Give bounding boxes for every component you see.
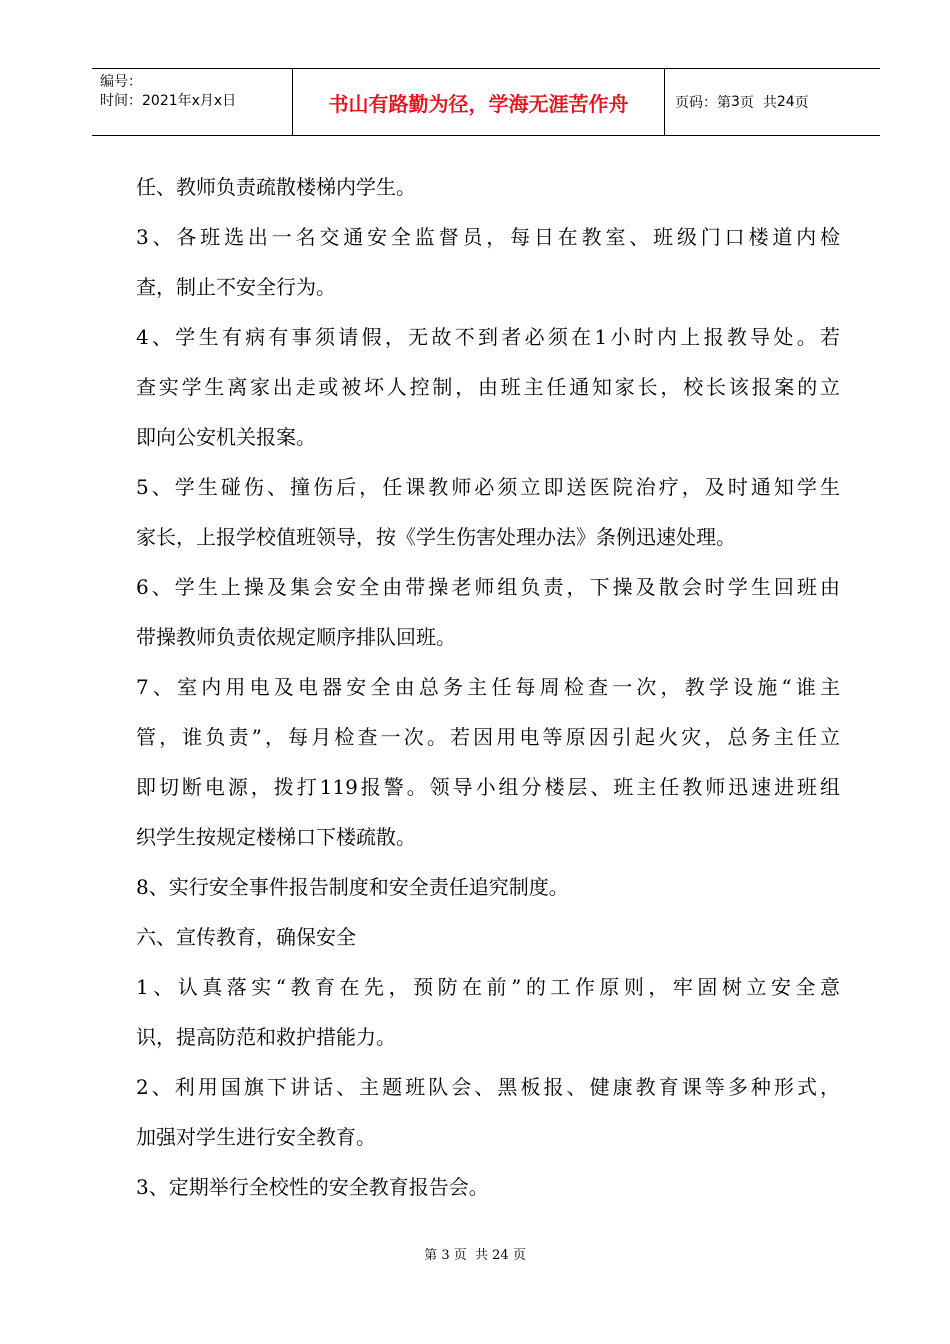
page-header — [92, 68, 880, 136]
header-page-total: 24 — [776, 94, 795, 110]
footer-prefix: 第 — [424, 1248, 438, 1263]
body-line: 任、教师负责疏散楼梯内学生。 — [136, 175, 416, 199]
footer-page-number: 3 — [441, 1248, 450, 1263]
body-line: 8、实行安全事件报告制度和安全责任追究制度。 — [136, 875, 569, 899]
body-line: 查，制止不安全行为。 — [136, 275, 336, 299]
document-time-label: 时间：2021年x月x日 — [100, 93, 237, 109]
body-line: 加强对学生进行安全教育。 — [136, 1125, 376, 1149]
body-line: 即切断电源，拨打119报警。领导小组分楼层、班主任教师迅速进班组 — [136, 775, 840, 799]
body-line: 4、学生有病有事须请假，无故不到者必须在1小时内上报教导处。若 — [136, 325, 840, 349]
document-number-label: 编号： — [100, 74, 142, 90]
page-footer — [0, 1244, 950, 1263]
footer-page-total: 24 — [492, 1248, 509, 1263]
footer-mid: 页 共 — [453, 1248, 488, 1263]
body-line: 查实学生离家出走或被坏人控制，由班主任通知家长，校长该报案的立 — [136, 375, 840, 399]
header-page-indicator — [665, 69, 880, 135]
body-line: 3、各班选出一名交通安全监督员，每日在教室、班级门口楼道内检 — [136, 225, 840, 249]
body-line: 7、室内用电及电器安全由总务主任每周检查一次，教学设施“谁主 — [136, 675, 840, 699]
body-line: 3、定期举行全校性的安全教育报告会。 — [136, 1175, 489, 1199]
header-page-mid: 页 共 — [739, 95, 777, 111]
header-page-number: 3 — [731, 94, 740, 110]
body-line: 带操教师负责依规定顺序排队回班。 — [136, 625, 456, 649]
body-line: 即向公安机关报案。 — [136, 425, 316, 449]
body-line: 家长，上报学校值班领导，按《学生伤害处理办法》条例迅速处理。 — [136, 525, 736, 549]
document-body — [136, 162, 840, 1212]
body-line: 2、利用国旗下讲话、主题班队会、黑板报、健康教育课等多种形式， — [136, 1075, 840, 1099]
body-line: 6、学生上操及集会安全由带操老师组负责，下操及散会时学生回班由 — [136, 575, 840, 599]
header-slogan: 书山有路勤为径，学海无涯苦作舟 — [292, 69, 665, 135]
body-line: 织学生按规定楼梯口下楼疏散。 — [136, 825, 416, 849]
header-page-suffix: 页 — [794, 95, 809, 111]
body-line: 识，提高防范和救护措能力。 — [136, 1025, 396, 1049]
section-heading: 六、宣传教育，确保安全 — [136, 925, 356, 949]
footer-suffix: 页 — [512, 1248, 526, 1263]
body-line: 5、学生碰伤、撞伤后，任课教师必须立即送医院治疗，及时通知学生 — [136, 475, 840, 499]
body-line: 1、认真落实“教育在先，预防在前”的工作原则，牢固树立安全意 — [136, 975, 840, 999]
body-line: 管，谁负责”，每月检查一次。若因用电等原因引起火灾，总务主任立 — [136, 725, 840, 749]
header-meta — [92, 69, 292, 135]
header-page-prefix: 页码：第 — [675, 95, 731, 111]
